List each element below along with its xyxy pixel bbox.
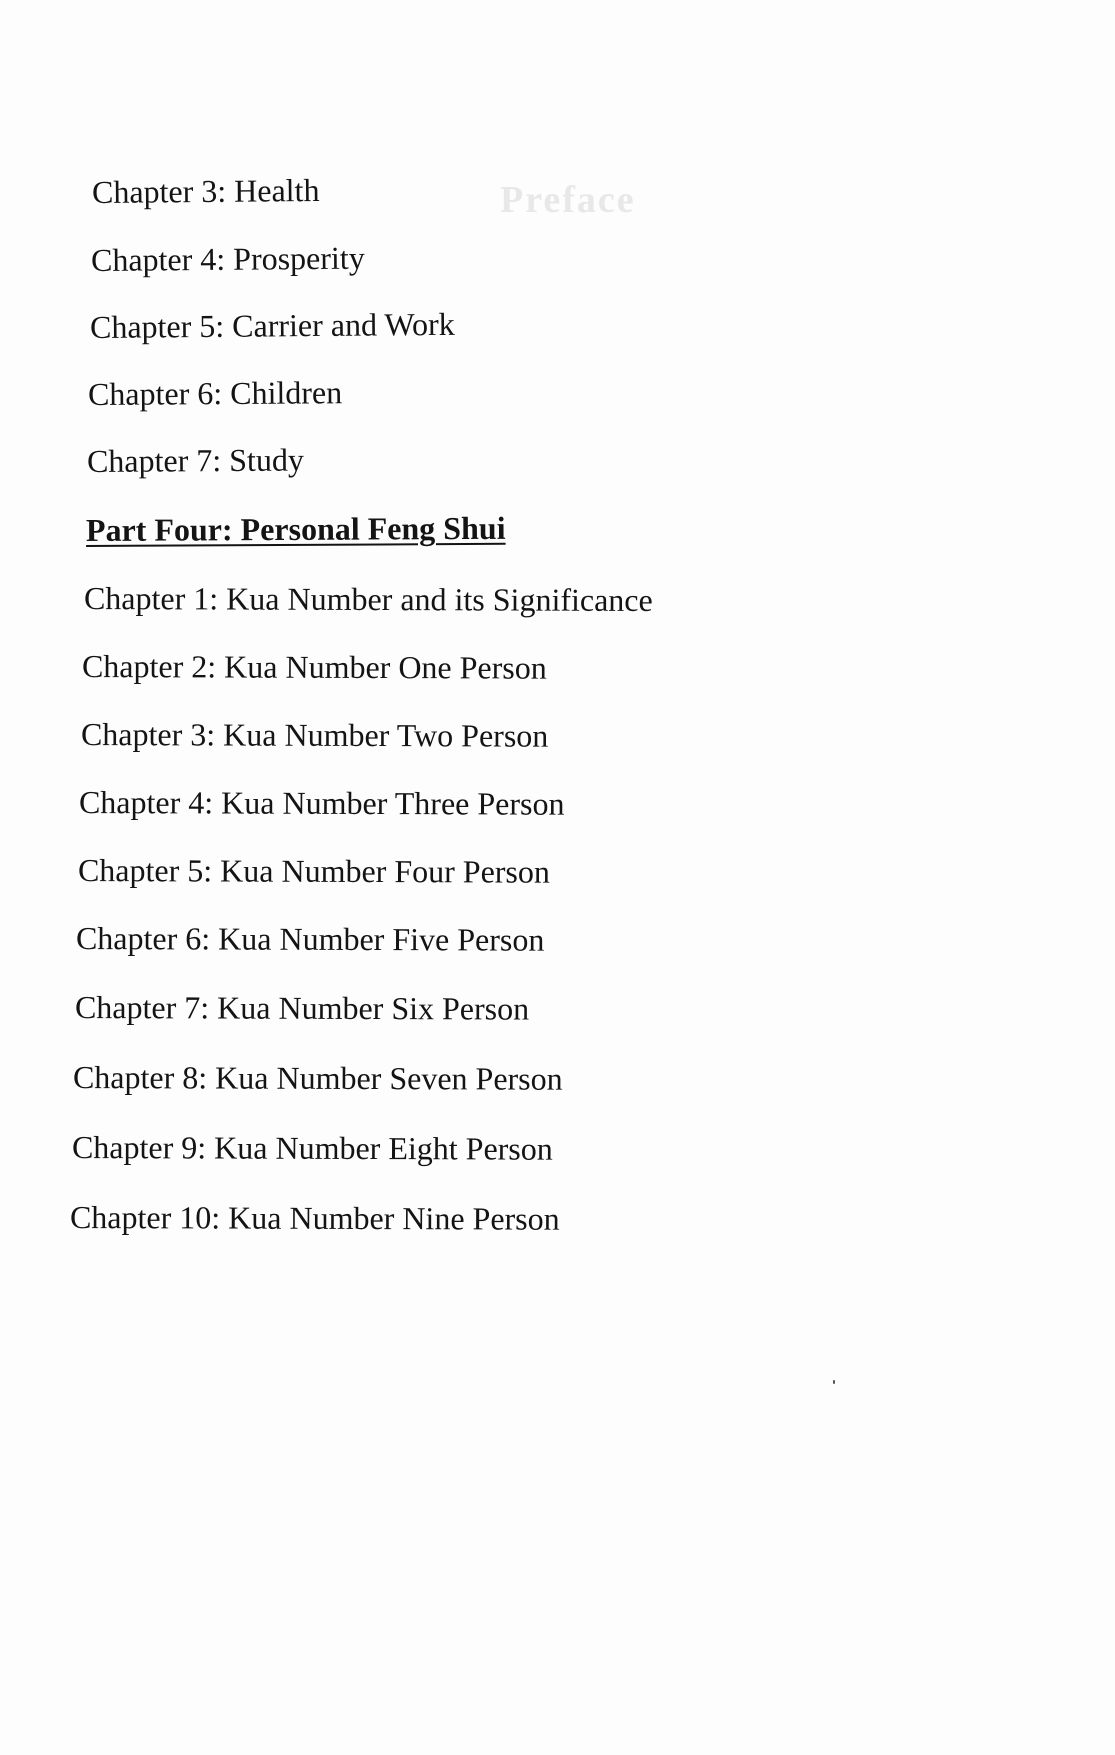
toc-entry-chapter-3-health: Chapter 3: Health — [91, 172, 320, 210]
toc-entry-kua-seven: Chapter 8: Kua Number Seven Person — [72, 1059, 563, 1097]
toc-entry-kua-nine: Chapter 10: Kua Number Nine Person — [69, 1199, 560, 1237]
toc-entry-kua-two: Chapter 3: Kua Number Two Person — [80, 716, 549, 754]
bleed-through-text: Preface — [500, 179, 636, 221]
toc-entry-kua-eight: Chapter 9: Kua Number Eight Person — [71, 1129, 553, 1167]
scan-speck — [833, 1380, 835, 1384]
toc-entry-chapter-5-carrier-and-work: Chapter 5: Carrier and Work — [89, 305, 455, 345]
toc-entry-kua-one: Chapter 2: Kua Number One Person — [81, 648, 547, 686]
toc-entry-kua-significance: Chapter 1: Kua Number and its Significance — [83, 580, 653, 618]
toc-entry-kua-three: Chapter 4: Kua Number Three Person — [78, 784, 565, 822]
toc-entry-kua-four: Chapter 5: Kua Number Four Person — [77, 852, 550, 890]
toc-entry-chapter-4-prosperity: Chapter 4: Prosperity — [90, 239, 365, 278]
toc-entry-kua-five: Chapter 6: Kua Number Five Person — [75, 920, 545, 958]
part-four-heading: Part Four: Personal Feng Shui — [85, 509, 506, 548]
toc-entry-chapter-6-children: Chapter 6: Children — [87, 374, 343, 412]
toc-entry-kua-six: Chapter 7: Kua Number Six Person — [74, 989, 530, 1027]
toc-entry-chapter-7-study: Chapter 7: Study — [86, 441, 304, 479]
